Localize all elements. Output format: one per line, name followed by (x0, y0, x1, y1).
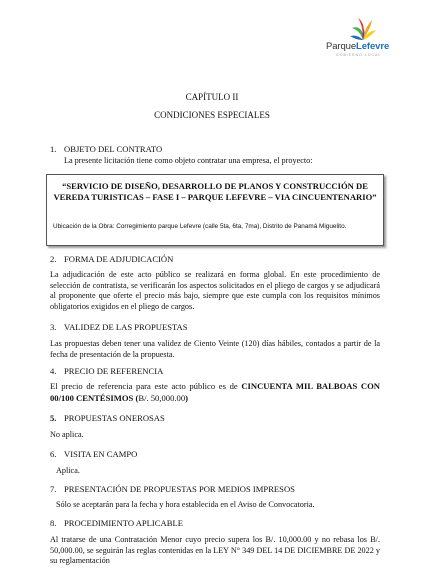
project-box (46, 174, 384, 246)
section-1-intro: La presente licitación tiene como objeto contratar una empresa, el proyecto: (64, 156, 313, 165)
section-8-heading: 8. PROCEDIMIENTO APLICABLE (50, 518, 183, 528)
section-5-text: No aplica. (50, 430, 84, 439)
section-2-heading: 2. FORMA DE ADJUDICACIÓN (50, 254, 174, 264)
chapter-title: CONDICIONES ESPECIALES (154, 110, 270, 120)
section-2-text: La adjudicación de este acto público se realizará en forma global. En este procedimiento de selección de contratista, se verificarán los aspectos solicitados en el pliego de cargos y se adjudicará al proponente que oferte el precio más bajo, siempre que este cumpla con los requisitos mínimos obligatorios exigidos en el pliego de cargos. (50, 270, 380, 311)
chapter-heading: CAPÍTULO II (185, 92, 239, 102)
section-7-text: Sólo se aceptarán para la fecha y hora establecida en el Aviso de Convocatoria. (56, 500, 315, 509)
parque-lefevre-logo (326, 16, 404, 58)
section-3-heading: 3. VALIDEZ DE LAS PROPUESTAS (50, 322, 188, 332)
section-6-text: Aplica. (56, 466, 80, 475)
logo-subtitle: GOBIERNO LOCAL (336, 53, 382, 57)
logo-wordmark: ParqueLefevre (326, 41, 390, 52)
project-location: Ubicación de la Obra: Corregimiento parque Lefevre (calle 5ta, 6ta, 7ma), Distrito de Panamá Miguelito. (53, 223, 347, 230)
section-5-heading: 5. PROPUESTAS ONEROSAS (50, 413, 165, 423)
project-title: “SERVICIO DE DISEÑO, DESARROLLO DE PLANOS Y CONSTRUCCIÓN DE VEREDA TURISTICAS – FASE I – PARQUE LEFEVRE – VIA CINCUENTENARIO” (53, 181, 377, 202)
section-1-heading: 1. OBJETO DEL CONTRATO (50, 144, 163, 154)
section-4-text: El precio de referencia para este acto público es de CINCUENTA MIL BALBOAS CON 00/100 CENTÉSIMOS (B/. 50,000.00) (50, 381, 380, 403)
section-8-text: Al tratarse de una Contratación Menor cuyo precio supera los B/. 10,000.00 y no rebasa los B/. 50,000.00, se seguirán las reglas contenidas en la LEY N° 349 DEL 14 DE DICIEMBRE DE 2022 y su reglamentación (50, 535, 380, 566)
section-7-heading: 7. PRESENTACIÓN DE PROPUESTAS POR MEDIOS IMPRESOS (50, 484, 295, 494)
section-4-heading: 4. PRECIO DE REFERENCIA (50, 366, 164, 376)
flower-logo-icon (348, 16, 378, 42)
section-3-text: Las propuestas deben tener una validez de Ciento Veinte (120) días hábiles, contados a partir de la fecha de presentación de la propuesta. (50, 339, 380, 359)
section-6-heading: 6. VISITA EN CAMPO (50, 449, 138, 459)
